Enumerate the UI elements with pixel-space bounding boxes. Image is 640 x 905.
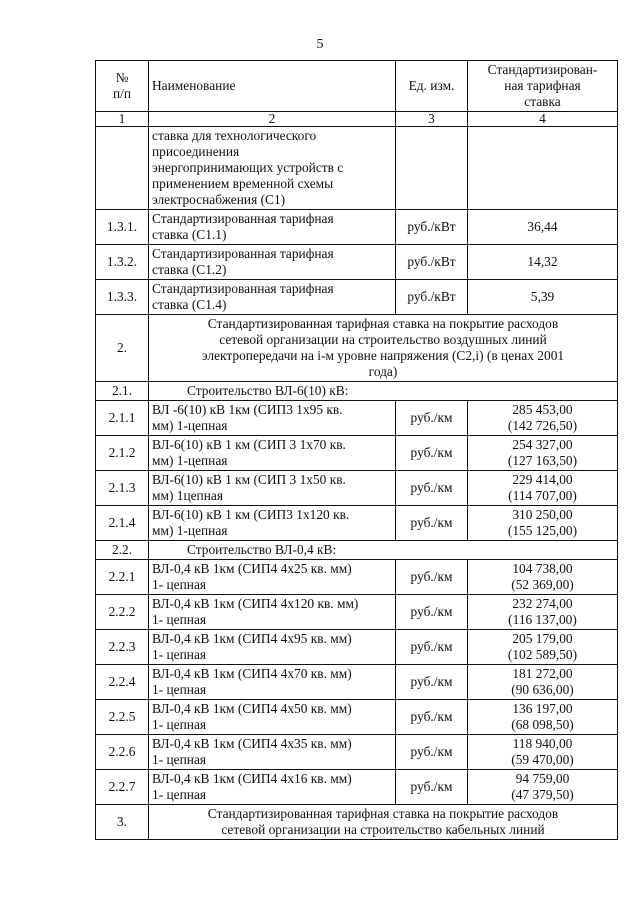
text-line: ВЛ-0,4 кВ 1км (СИП4 4х70 кв. мм) bbox=[152, 666, 352, 681]
text-line: 136 197,00 bbox=[512, 701, 573, 716]
row-unit: руб./км bbox=[396, 560, 468, 595]
row-rate-value bbox=[468, 245, 618, 280]
row-rate-value bbox=[468, 595, 618, 630]
text-line: электроснабжения (С1) bbox=[152, 192, 286, 207]
text-line: (102 589,50) bbox=[507, 647, 578, 662]
text-line: ВЛ-0,4 кВ 1км (СИП4 4х16 кв. мм) bbox=[152, 771, 352, 786]
table-row-item bbox=[96, 735, 618, 770]
row-rate-value bbox=[468, 630, 618, 665]
row-rate-value bbox=[468, 665, 618, 700]
row-rate-value bbox=[468, 506, 618, 541]
text-line: ставка (С1.2) bbox=[152, 262, 227, 277]
row-number: 2.2.3 bbox=[96, 630, 149, 665]
table-row-item bbox=[96, 436, 618, 471]
row-number: 2.1.3 bbox=[96, 471, 149, 506]
text-line: Строительство ВЛ-0,4 кВ: bbox=[187, 542, 337, 557]
text-line: сетевой организации на строительство воздушных линий bbox=[219, 332, 547, 347]
text-line: мм) 1-цепная bbox=[152, 523, 228, 538]
row-number: 2.2.6 bbox=[96, 735, 149, 770]
row-rate-value bbox=[468, 770, 618, 805]
row-name bbox=[149, 280, 396, 315]
row-unit: руб./км bbox=[396, 471, 468, 506]
text-line: ВЛ-0,4 кВ 1км (СИП4 4х95 кв. мм) bbox=[152, 631, 352, 646]
text-line: ная тарифная bbox=[504, 78, 581, 93]
header-unit bbox=[396, 61, 468, 112]
text-line: ВЛ-0,4 кВ 1км (СИП4 4х50 кв. мм) bbox=[152, 701, 352, 716]
text-line: года) bbox=[368, 364, 398, 379]
subsection-title bbox=[149, 541, 618, 560]
text-line: 232 274,00 bbox=[512, 596, 573, 611]
column-number-row bbox=[96, 112, 618, 127]
text-line: 118 940,00 bbox=[512, 736, 573, 751]
row-unit: руб./км bbox=[396, 401, 468, 436]
row-unit: руб./км bbox=[396, 630, 468, 665]
table-row-cont bbox=[96, 127, 618, 210]
text-line: № bbox=[115, 70, 129, 85]
text-line: (116 137,00) bbox=[508, 612, 577, 627]
row-rate-value bbox=[468, 127, 618, 210]
text-line: (142 726,50) bbox=[507, 418, 578, 433]
text-line: Стандартизированная тарифная ставка на покрытие расходов bbox=[207, 316, 559, 331]
column-number: 2 bbox=[149, 112, 396, 127]
row-number: 2.2.5 bbox=[96, 700, 149, 735]
text-line: электропередачи на i-м уровне напряжения (С2,i) (в ценах 2001 bbox=[201, 348, 565, 363]
text-line: 310 250,00 bbox=[512, 507, 573, 522]
row-name bbox=[149, 436, 396, 471]
row-number: 2.2.1 bbox=[96, 560, 149, 595]
row-name bbox=[149, 700, 396, 735]
row-unit: руб./кВт bbox=[396, 280, 468, 315]
row-number: 2.1.4 bbox=[96, 506, 149, 541]
text-line: (52 369,00) bbox=[511, 577, 574, 592]
text-line: 1- цепная bbox=[152, 787, 207, 802]
text-line: (68 098,50) bbox=[511, 717, 574, 732]
table-row-item bbox=[96, 280, 618, 315]
row-number: 1.3.3. bbox=[96, 280, 149, 315]
table-row-item bbox=[96, 401, 618, 436]
text-line: ВЛ-6(10) кВ 1 км (СИП 3 1х50 кв. bbox=[152, 472, 346, 487]
row-name bbox=[149, 595, 396, 630]
row-number: 2.1. bbox=[96, 382, 149, 401]
text-line: 104 738,00 bbox=[512, 561, 573, 576]
row-unit: руб./кВт bbox=[396, 245, 468, 280]
row-number: 2. bbox=[96, 315, 149, 382]
text-line: (114 707,00) bbox=[508, 488, 577, 503]
text-line: ВЛ -6(10) кВ 1км (СИП3 1х95 кв. bbox=[152, 402, 343, 417]
table-row-item bbox=[96, 595, 618, 630]
text-line: 1- цепная bbox=[152, 647, 207, 662]
text-line: мм) 1цепная bbox=[152, 488, 223, 503]
row-name bbox=[149, 735, 396, 770]
row-number: 2.1.1 bbox=[96, 401, 149, 436]
row-number: 2.2.7 bbox=[96, 770, 149, 805]
text-line: (47 379,50) bbox=[511, 787, 574, 802]
text-line: Стандартизированная тарифная bbox=[152, 211, 334, 226]
row-name bbox=[149, 665, 396, 700]
text-line: присоединения bbox=[152, 144, 240, 159]
row-number: 2.2.2 bbox=[96, 595, 149, 630]
table-row-item bbox=[96, 245, 618, 280]
text-line: 94 759,00 bbox=[515, 771, 570, 786]
table-header-row bbox=[96, 61, 618, 112]
text-line: 36,44 bbox=[527, 219, 558, 234]
text-line: 1- цепная bbox=[152, 612, 207, 627]
table-row-item bbox=[96, 210, 618, 245]
text-line: 1- цепная bbox=[152, 717, 207, 732]
section-title bbox=[149, 315, 618, 382]
row-rate-value bbox=[468, 735, 618, 770]
text-line: 229 414,00 bbox=[512, 472, 573, 487]
table-row-sub bbox=[96, 541, 618, 560]
row-rate-value bbox=[468, 700, 618, 735]
row-unit: руб./км bbox=[396, 770, 468, 805]
row-name bbox=[149, 245, 396, 280]
text-line: ставка (С1.1) bbox=[152, 227, 227, 242]
text-line: ВЛ-0,4 кВ 1км (СИП4 4х25 кв. мм) bbox=[152, 561, 352, 576]
header-num bbox=[96, 61, 149, 112]
text-line: 5,39 bbox=[530, 289, 555, 304]
table-row-section bbox=[96, 315, 618, 382]
row-rate-value bbox=[468, 401, 618, 436]
row-number: 2.1.2 bbox=[96, 436, 149, 471]
table-row-item bbox=[96, 560, 618, 595]
table-body bbox=[96, 127, 618, 840]
row-unit: руб./км bbox=[396, 436, 468, 471]
text-line: 1- цепная bbox=[152, 682, 207, 697]
row-name bbox=[149, 401, 396, 436]
row-name bbox=[149, 506, 396, 541]
text-line: ставка (С1.4) bbox=[152, 297, 227, 312]
text-line: Стандартизированная тарифная bbox=[152, 281, 334, 296]
row-rate-value bbox=[468, 436, 618, 471]
table-row-item bbox=[96, 506, 618, 541]
text-line: 254 327,00 bbox=[512, 437, 573, 452]
text-line: 1- цепная bbox=[152, 752, 207, 767]
text-line: Наименование bbox=[152, 78, 236, 93]
row-unit: руб./км bbox=[396, 735, 468, 770]
text-line: (155 125,00) bbox=[507, 523, 578, 538]
text-line: п/п bbox=[112, 86, 132, 101]
text-line: ставка bbox=[524, 94, 561, 109]
text-line: применением временной схемы bbox=[152, 176, 334, 191]
row-name bbox=[149, 127, 396, 210]
section-title bbox=[149, 805, 618, 840]
table-row-sub bbox=[96, 382, 618, 401]
table-row-item bbox=[96, 700, 618, 735]
text-line: 14,32 bbox=[527, 254, 558, 269]
row-name bbox=[149, 471, 396, 506]
text-line: 285 453,00 bbox=[512, 402, 573, 417]
table-row-item bbox=[96, 665, 618, 700]
column-number: 4 bbox=[468, 112, 618, 127]
text-line: ВЛ-6(10) кВ 1 км (СИП3 1х120 кв. bbox=[152, 507, 350, 522]
text-line: (90 636,00) bbox=[511, 682, 574, 697]
text-line: ВЛ-0,4 кВ 1км (СИП4 4х120 кв. мм) bbox=[152, 596, 359, 611]
page-number: 5 bbox=[316, 37, 324, 52]
table-row-item bbox=[96, 471, 618, 506]
row-name bbox=[149, 560, 396, 595]
row-unit: руб./км bbox=[396, 700, 468, 735]
text-line: (59 470,00) bbox=[511, 752, 574, 767]
row-unit: руб./км bbox=[396, 506, 468, 541]
text-line: ВЛ-6(10) кВ 1 км (СИП 3 1х70 кв. bbox=[152, 437, 346, 452]
row-number: 3. bbox=[96, 805, 149, 840]
header-name bbox=[149, 61, 396, 112]
row-number: 1.3.2. bbox=[96, 245, 149, 280]
row-number bbox=[96, 127, 149, 210]
text-line: Ед. изм. bbox=[408, 78, 455, 93]
text-line: (127 163,50) bbox=[507, 453, 578, 468]
text-line: мм) 1-цепная bbox=[152, 453, 228, 468]
text-line: энергопринимающих устройств с bbox=[152, 160, 344, 175]
column-number: 3 bbox=[396, 112, 468, 127]
row-name bbox=[149, 630, 396, 665]
text-line: Стандартизирован- bbox=[487, 62, 598, 77]
text-line: 205 179,00 bbox=[512, 631, 573, 646]
row-number: 2.2.4 bbox=[96, 665, 149, 700]
text-line: 181 272,00 bbox=[512, 666, 573, 681]
row-unit bbox=[396, 127, 468, 210]
table-row-section bbox=[96, 805, 618, 840]
text-line: Стандартизированная тарифная bbox=[152, 246, 334, 261]
text-line: 1- цепная bbox=[152, 577, 207, 592]
row-rate-value bbox=[468, 471, 618, 506]
column-number: 1 bbox=[96, 112, 149, 127]
row-unit: руб./км bbox=[396, 665, 468, 700]
row-rate-value bbox=[468, 280, 618, 315]
table-row-item bbox=[96, 630, 618, 665]
row-name bbox=[149, 770, 396, 805]
text-line: Строительство ВЛ-6(10) кВ: bbox=[187, 383, 349, 398]
row-number: 2.2. bbox=[96, 541, 149, 560]
table-row-item bbox=[96, 770, 618, 805]
row-unit: руб./км bbox=[396, 595, 468, 630]
row-name bbox=[149, 210, 396, 245]
tariff-table bbox=[95, 60, 618, 840]
text-line: мм) 1-цепная bbox=[152, 418, 228, 433]
row-unit: руб./кВт bbox=[396, 210, 468, 245]
header-rate bbox=[468, 61, 618, 112]
text-line: ВЛ-0,4 кВ 1км (СИП4 4х35 кв. мм) bbox=[152, 736, 352, 751]
row-number: 1.3.1. bbox=[96, 210, 149, 245]
row-rate-value bbox=[468, 210, 618, 245]
row-rate-value bbox=[468, 560, 618, 595]
text-line: ставка для технологического bbox=[152, 128, 317, 143]
subsection-title bbox=[149, 382, 618, 401]
text-line: сетевой организации на строительство кабельных линий bbox=[221, 822, 545, 837]
text-line: Стандартизированная тарифная ставка на покрытие расходов bbox=[207, 806, 559, 821]
